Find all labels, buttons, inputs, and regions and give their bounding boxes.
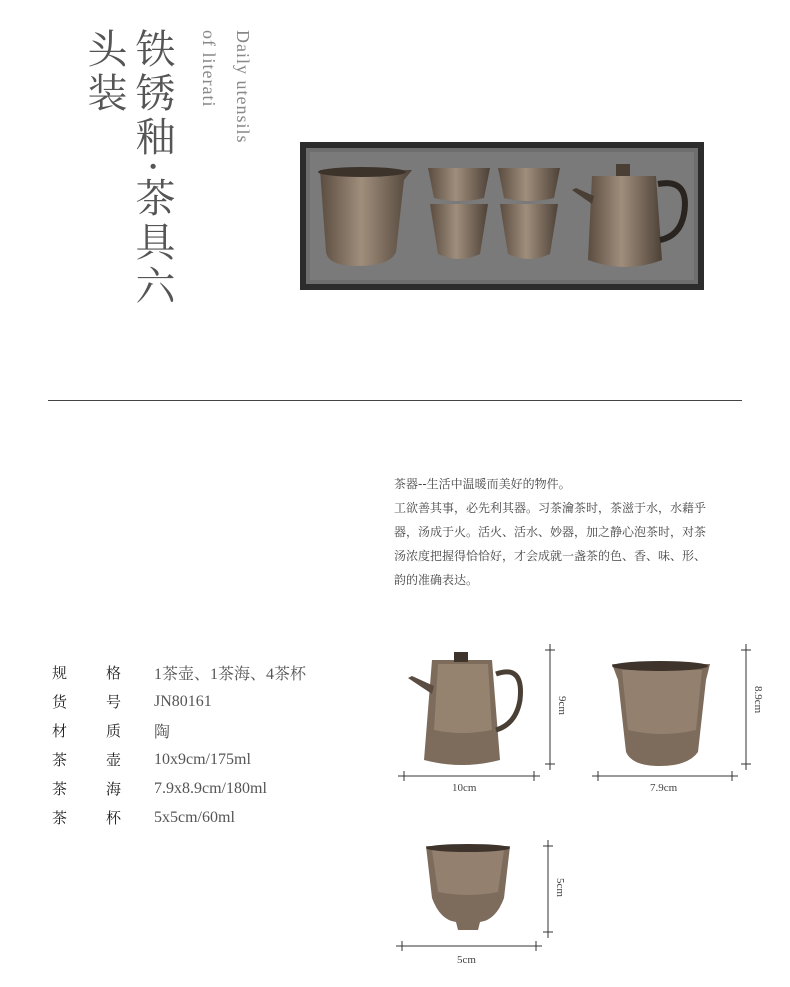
pitcher-width-label: 7.9cm	[650, 782, 678, 794]
spec-key-char2: 质	[106, 722, 122, 740]
spec-row	[52, 716, 306, 745]
spec-key-char2: 杯	[106, 809, 122, 827]
description-line: 汤浓度把握得恰恰好，才会成就一盏茶的色、香、味、形、	[394, 549, 707, 563]
spec-value: JN80161	[154, 692, 212, 710]
teapot-dimension-diagram	[392, 640, 564, 796]
cup-dimension-diagram	[392, 836, 564, 956]
description-line: 器，汤成于火。活火、活水、妙器，加之静心泡茶时，对茶	[394, 525, 707, 539]
description-line: 韵的准确表达。	[394, 573, 479, 587]
spec-key-char1: 茶	[52, 780, 68, 798]
spec-table	[52, 658, 306, 832]
gift-box-image	[300, 142, 704, 290]
cup-height-label: 5cm	[554, 878, 566, 897]
english-tagline-line1: Daily utensils	[233, 30, 253, 144]
spec-value: 5x5cm/60ml	[154, 808, 235, 826]
pitcher-dimension-diagram	[588, 640, 760, 796]
spec-row	[52, 803, 306, 832]
spec-key-char2: 号	[106, 693, 122, 711]
spec-key-char1: 材	[52, 722, 68, 740]
spec-value: 10x9cm/175ml	[154, 750, 251, 768]
spec-key-char2: 海	[106, 780, 122, 798]
english-tagline-line2: of literati	[199, 30, 219, 108]
spec-value: 陶	[154, 724, 171, 741]
teapot-height-label: 9cm	[556, 696, 568, 715]
spec-key-char1: 茶	[52, 809, 68, 827]
spec-key-char1: 货	[52, 693, 68, 711]
description-line: 茶器--生活中温暖而美好的物件。	[394, 477, 571, 491]
spec-value: 7.9x8.9cm/180ml	[154, 779, 267, 797]
teapot-width-label: 10cm	[452, 782, 477, 794]
spec-key-char1: 规	[52, 664, 68, 682]
product-subtitle: 头装	[81, 28, 127, 116]
spec-row	[52, 687, 306, 716]
product-description	[394, 472, 744, 592]
spec-key-char2: 格	[106, 664, 122, 682]
section-divider	[48, 400, 742, 401]
spec-value: 1茶壶、1茶海、4茶杯	[154, 666, 307, 683]
spec-row	[52, 658, 306, 687]
product-title: 铁锈釉·茶具六	[129, 28, 175, 309]
spec-row	[52, 774, 306, 803]
spec-key-char2: 壶	[106, 751, 122, 769]
cup-width-label: 5cm	[457, 954, 476, 966]
pitcher-height-label: 8.9cm	[752, 686, 764, 714]
spec-row	[52, 745, 306, 774]
description-line: 工欲善其事，必先利其器。习茶瀹茶时，茶滋于水，水藉乎	[394, 501, 707, 515]
spec-key-char1: 茶	[52, 751, 68, 769]
